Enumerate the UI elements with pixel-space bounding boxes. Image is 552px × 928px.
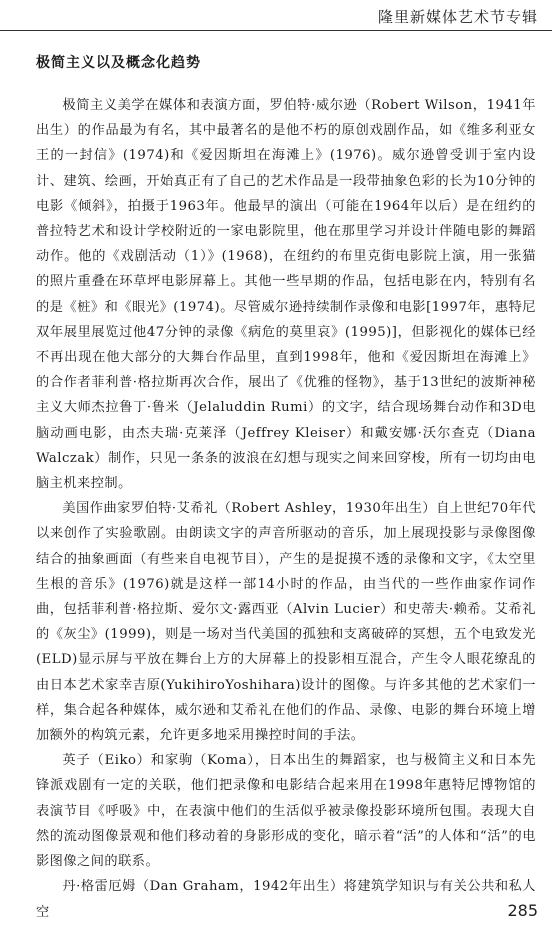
paragraph-robert-ashley: 美国作曲家罗伯特·艾希礼（Robert Ashley，1930年出生）自上世纪70年代以来创作了实验歌剧。由朗读文字的声音所驱动的音乐，加上展现投影与录像图像结合的抽象画面（有些来自电视节目），产生的是捉摸不透的录像和文字，《太空里生根的音乐》(1976)就是这样一部14小时的作品，由当代的一些作曲家作词作曲，包括菲利普·格拉斯、爱尔文·露西亚（Alvin Lucier）和史蒂夫·赖希。艾希礼的《灰尘》(1999)，则是一场对当代美国的孤独和支离破碎的冥想，五个电致发光(ELD)显示屏与平放在舞台上方的大屏幕上的投影相互混合，产生令人眼花缭乱的由日本艺术家幸吉原(YukihiroYoshihara)设计的图像。与许多其他的艺术家们一样，集合起各种媒体，威尔逊和艾希礼在他们的作品、录像、电影的舞台环境上增加额外的构筑元素，允许更多地采用操控时间的手法。 <box>36 501 536 744</box>
article-body <box>36 52 536 925</box>
header-rule <box>0 30 552 31</box>
section-title: 极简主义以及概念化趋势 <box>36 55 201 71</box>
running-header-title: 隆里新媒体艺术节专辑 <box>377 8 538 26</box>
paragraph-eiko-koma: 英子（Eiko）和家驹（Koma），日本出生的舞蹈家，也与极简主义和日本先锋派戏剧有一定的关联，他们把录像和电影结合起来用在1998年惠特尼博物馆的表演节目《呼吸》中，在表演中他们的生活似乎被录像投影环境所包围。表现大自然的流动图像景观和他们移动着的身影形成的变化，暗示着“活”的人体和“活”的电影图像之间的联系。 <box>36 753 536 870</box>
page-number: 285 <box>507 901 538 920</box>
paragraph-dan-graham: 丹·格雷厄姆（Dan Graham，1942年出生）将建筑学知识与有关公共和私人空 <box>36 879 536 920</box>
paragraph-robert-wilson: 极简主义美学在媒体和表演方面，罗伯特·威尔逊（Robert Wilson，1941年出生）的作品最为有名，其中最著名的是他不朽的原创戏剧作品，如《维多利亚女王的一封信》(1974)和《爱因斯坦在海滩上》(1976)。威尔逊曾受训于室内设计、建筑、绘画，开始真正有了自己的艺术作品是一段带抽象色彩的长为10分钟的电影《倾斜》，拍摄于1963年。他最早的演出（可能在1964年以后）是在纽约的普拉特艺术和设计学校附近的一家电影院里，他在那里学习并设计伴随电影的舞蹈动作。他的《戏剧活动（1）》(1968)，在纽约的布里克街电影院上演，用一张猫的照片重叠在环草坪电影屏幕上。其他一些早期的作品，包括电影在内，特别有名的是《桩》和《眼光》(1974)。尽管威尔逊持续制作录像和电影[1997年，惠特尼双年展里展览过他47分钟的录像《病危的莫里哀》(1995)]，但影视化的媒体已经不再出现在他大部分的大舞台作品里，直到1998年，他和《爱因斯坦在海滩上》的合作者菲利普·格拉斯再次合作，展出了《优雅的怪物》，基于13世纪的波斯神秘主义大师杰拉鲁丁·鲁米（Jelaluddin Rumi）的文字，结合现场舞台动作和3D电脑动画电影，由杰夫瑞·克莱泽（Jeffrey Kleiser）和戴安娜·沃尔查克（Diana Walczak）制作，只见一条条的波浪在幻想与现实之间来回穿梭，所有一切均由电脑主机来控制。 <box>36 98 536 492</box>
